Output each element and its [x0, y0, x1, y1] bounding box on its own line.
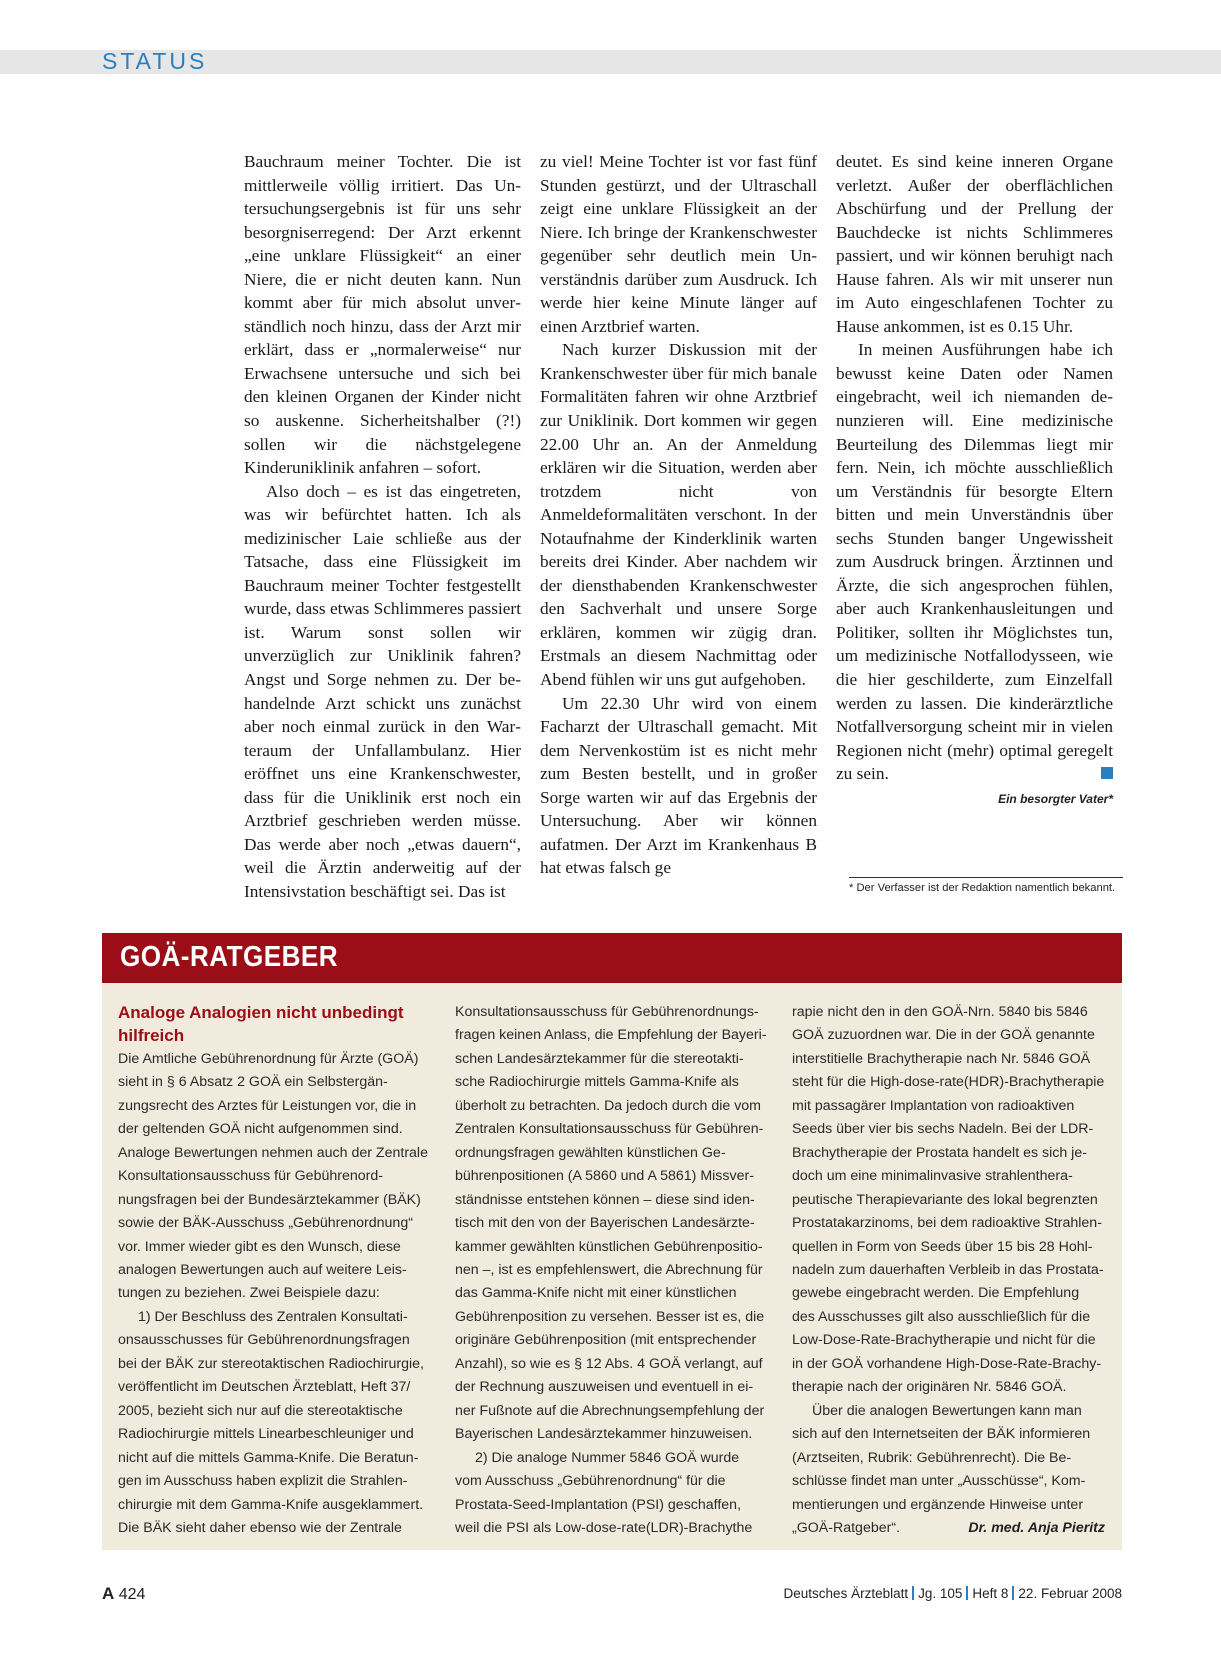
goae-subheading: Analoge Analogien nicht unbedingt hilfreich	[118, 1003, 404, 1046]
goae-paragraph: Die Amtliche Gebührenordnung für Ärzte (GOÄ) sieht in § 6 Absatz 2 GOÄ ein Selbstergänzungsrecht des Arztes für Leistungen vor, die in der geltenden GOÄ nicht aufgenommen sind. Analoge Bewertungen nehmen auch der Zentrale Konsultationsausschuss für Gebührenordnungsfragen bei der Bundesärztekammer (BÄK) sowie der BÄK-Ausschuss „Gebührenordnung“ vor. Immer wieder gibt es den Wunsch, diese analogen Bewertungen auch auf weitere Leistungen zu beziehen. Zwei Beispiele dazu:	[118, 1050, 428, 1302]
journal-name: Deutsches Ärzteblatt	[783, 1586, 909, 1601]
separator	[912, 1586, 914, 1600]
letter-paragraph: Nach kurzer Diskussion mit der Krankenschwester über für mich banale Formalitäten fahren wir ohne Arztbrief zur Uniklinik. Dort kommen wir gegen 22.00 Uhr an. An der Anmeldung erklären wir die Situation, werden aber trotzdem nicht von Anmeldeformalitäten verschont. In der Notaufnahme der Kinderklinik warten bereits drei Kinder. Aber nachdem wir der diensthabenden Krankenschwester den Sachverhalt und unsere Sorge erklären, kommen wir zügig dran. Erstmals an diesem Nachmittag oder Abend fühlen wir uns gut aufgehoben.	[540, 340, 817, 690]
letter-paragraph: Bauchraum meiner Tochter. Die ist mittlerweile völlig irritiert. Das Untersuchungsergebnis ist für uns sehr besorgniserregend: Der Arzt erkennt „eine unklare Flüssigkeit“ an einer Niere, die er nicht deuten kann. Nun kommt aber für mich absolut unverständlich noch hinzu, dass der Arzt mir erklärt, dass er „normalerweise“ nur Erwachsene untersuche und sich bei den kleinen Organen der Kinder nicht so auskenne. Sicherheitshalber (?!) sollen wir die nächstgelegene Kinderuniklinik anfahren – sofort.	[244, 152, 521, 478]
letter-fragment: Also doch – es ist das eingetreten, was wir befürchtet hatten. Ich als medizinischer Laie schließe aus der Tatsache, dass eine Flüssigkeit im Bauchraum meiner Tochter festgestellt wurde, dass etwas Schlimmeres passiert ist. Warum sonst sollen wir unverzüglich zur Uniklinik fahren? Angst und Sorge nehmen zu. Der behandelnde Arzt schickt uns zunächst aber noch einmal zurück in den Warteraum der Unfallambulanz. Hier eröffnet uns eine Krankenschwester, dass für die Uniklinik erst noch ein Arztbrief geschrieben werden müsse. Das werde aber noch „etwas dauern“, weil die Ärztin anderweitig auf der Intensivstation beschäftigt sei. Das ist	[244, 481, 521, 901]
letter-column-2	[540, 150, 817, 880]
goae-column-3	[792, 1001, 1105, 1540]
goae-closing-text: Über die analogen Bewertungen kann man sich auf den Internetseiten der BÄK informieren (Arztseiten, Rubrik: Gebührenrecht). Die Beschlüsse findet man unter „Ausschüsse“, Kommentierungen und ergänzende Hinweise unter „GOÄ-Ratgeber“.	[792, 1402, 1091, 1536]
section-label: STATUS	[102, 48, 208, 74]
journal-volume: Jg. 105	[918, 1586, 963, 1601]
page-number-value: 424	[118, 1586, 146, 1603]
journal-info	[784, 1586, 1122, 1601]
end-of-article-mark	[1101, 767, 1113, 779]
page-prefix: A	[102, 1584, 115, 1603]
goae-author: Dr. med. Anja Pieritz	[968, 1519, 1105, 1536]
footnote: * Der Verfasser ist der Redaktion namentlich bekannt.	[849, 882, 1116, 894]
journal-date: 22. Februar 2008	[1018, 1586, 1122, 1601]
goae-paragraph-cont: Konsultationsausschuss für Gebührenordnungsfragen keinen Anlass, die Empfehlung der Bayerischen Landesärztekammer für die stereotaktische Radiochirurgie mittels Gamma-Knife als überholt zu betrachten. Da jedoch durch die vom Zentralen Konsultationsausschuss für Gebührenordnungsfragen gewählten künstlichen Gebührenpositionen (A 5860 und A 5861) Missverständnisse entstehen können – diese sind identisch mit den von der Bayerischen Landesärztekammer gewählten künstlichen Gebührenpositionen –, ist es empfehlenswert, die Abrechnung für das Gamma-Knife nicht mit einer künstlichen Gebührenposition zu versehen. Besser ist es, die originäre Gebührenposition (mit entsprechender Anzahl), so wie es § 12 Abs. 4 GOÄ verlangt, auf der Rechnung auszuweisen und eventuell in einer Fußnote auf die Abrechnungsempfehlung der Bayerischen Landesärztekammer hinzuweisen.	[455, 1004, 767, 1443]
goae-paragraph	[792, 1400, 1105, 1541]
goae-column-1	[118, 1001, 431, 1540]
goae-paragraph-cont: rapie nicht den in den GOÄ-Nrn. 5840 bis 5846 GOÄ zuzuordnen war. Die in der GOÄ genannte interstitielle Brachytherapie nach Nr. 5846 GOÄ steht für die High-dose-rate(HDR)-Brachytherapie mit passagärer Implantation von radioaktiven Seeds über vier bis sechs Nadeln. Bei der LDR-Brachytherapie der Prostata handelt es sich jedoch um eine minimalinvasive strahlentherapeutische Therapievariante des lokal begrenzten Prostatakarzinoms, bei dem radioaktive Strahlenquellen in Form von Seeds über 15 bis 28 Hohlnadeln zum dauerhaften Verbleib in das Prostatagewebe eingebracht werden. Die Empfehlung des Ausschusses gilt also ausschließlich für die Low-Dose-Rate-Brachytherapie und nicht für die in der GOÄ vorhandene High-Dose-Rate-Brachytherapie nach der originären Nr. 5846 GOÄ.	[792, 1004, 1105, 1396]
separator	[966, 1586, 968, 1600]
goae-title: GOÄ-RATGEBER	[120, 941, 339, 973]
journal-issue: Heft 8	[972, 1586, 1009, 1601]
letter-paragraph	[836, 338, 1113, 785]
footnote-divider	[849, 877, 1123, 878]
letter-paragraph-split	[244, 480, 521, 904]
goae-column-2	[455, 1001, 768, 1540]
letter-column-1	[244, 150, 521, 904]
letter-column-3	[836, 150, 1113, 810]
letter-paragraph-split: Um 22.30 Uhr wird von einem Facharzt der Ultraschall gemacht. Mit dem Nervenkostüm ist es nicht mehr zum Besten bestellt, und in großer Sorge warten wir auf das Ergebnis der Untersuchung. Aber wir können aufatmen. Der Arzt im Krankenhaus B hat etwas falsch ge	[540, 693, 817, 878]
letter-paragraph-cont: deutet. Es sind keine inneren Organe verletzt. Außer der oberflächlichen Abschürfung und der Prellung der Bauchdecke ist nichts Schlimmeres passiert, und wir können beruhigt nach Hause fahren. Als wir mit unserer nun im Auto eingeschlafenen Tochter zu Hause ankommen, ist es 0.15 Uhr.	[836, 152, 1113, 336]
closing-paragraph-text: In meinen Ausführungen habe ich bewusst keine Daten oder Namen eingebracht, weil ich niemanden denunzieren will. Eine medizinische Beurteilung des Dilemmas liegt mir fern. Nein, ich möchte ausschließlich um Verständnis für besorgte Eltern bitten und mein Unverständnis über sechs Stunden banger Ungewissheit zum Ausdruck bringen. Ärztinnen und Ärzte, die sich angesprochen fühlen, aber auch Krankenhausleitungen und Politiker, sollten ihr Möglichstes tun, um medizinische Notfallodysseen, wie die hier geschilderte, zum Einzelfall werden zu lassen. Die kinderärztliche Notfallversorgung scheint mir in vielen Regionen nicht (mehr) optimal geregelt zu sein.	[836, 340, 1113, 784]
letter-paragraph-cont: zu viel! Meine Tochter ist vor fast fünf Stunden gestürzt, und der Ultraschall zeigt eine unklare Flüssigkeit an der Niere. Ich bringe der Krankenschwester gegenüber sehr deutlich mein Unverständnis darüber zum Ausdruck. Ich werde hier keine Minute länger auf einen Arztbrief warten.	[540, 152, 817, 336]
page-number	[102, 1584, 145, 1604]
letter-signature: Ein besorgter Vater*	[998, 791, 1113, 806]
goae-header-bar	[102, 933, 1122, 983]
separator	[1012, 1586, 1014, 1600]
goae-paragraph-split: 1) Der Beschluss des Zentralen Konsultationsausschusses für Gebührenordnungsfragen bei der BÄK zur stereotaktischen Radiochirurgie, veröffentlicht im Deutschen Ärzteblatt, Heft 37/ 2005, bezieht sich nur auf die stereotaktische Radiochirurgie mittels Linearbeschleuniger und nicht auf die mittels Gamma-Knife. Die Beratungen im Ausschuss haben explizit die Strahlenchirurgie mit dem Gamma-Knife ausgeklammert. Die BÄK sieht daher ebenso wie der Zentrale	[118, 1308, 424, 1536]
goae-paragraph-split: 2) Die analoge Nummer 5846 GOÄ wurde vom Ausschuss „Gebührenordnung“ für die Prostata-Seed-Implantation (PSI) geschaffen, weil die PSI als Low-dose-rate(LDR)-Brachythe	[455, 1449, 753, 1536]
